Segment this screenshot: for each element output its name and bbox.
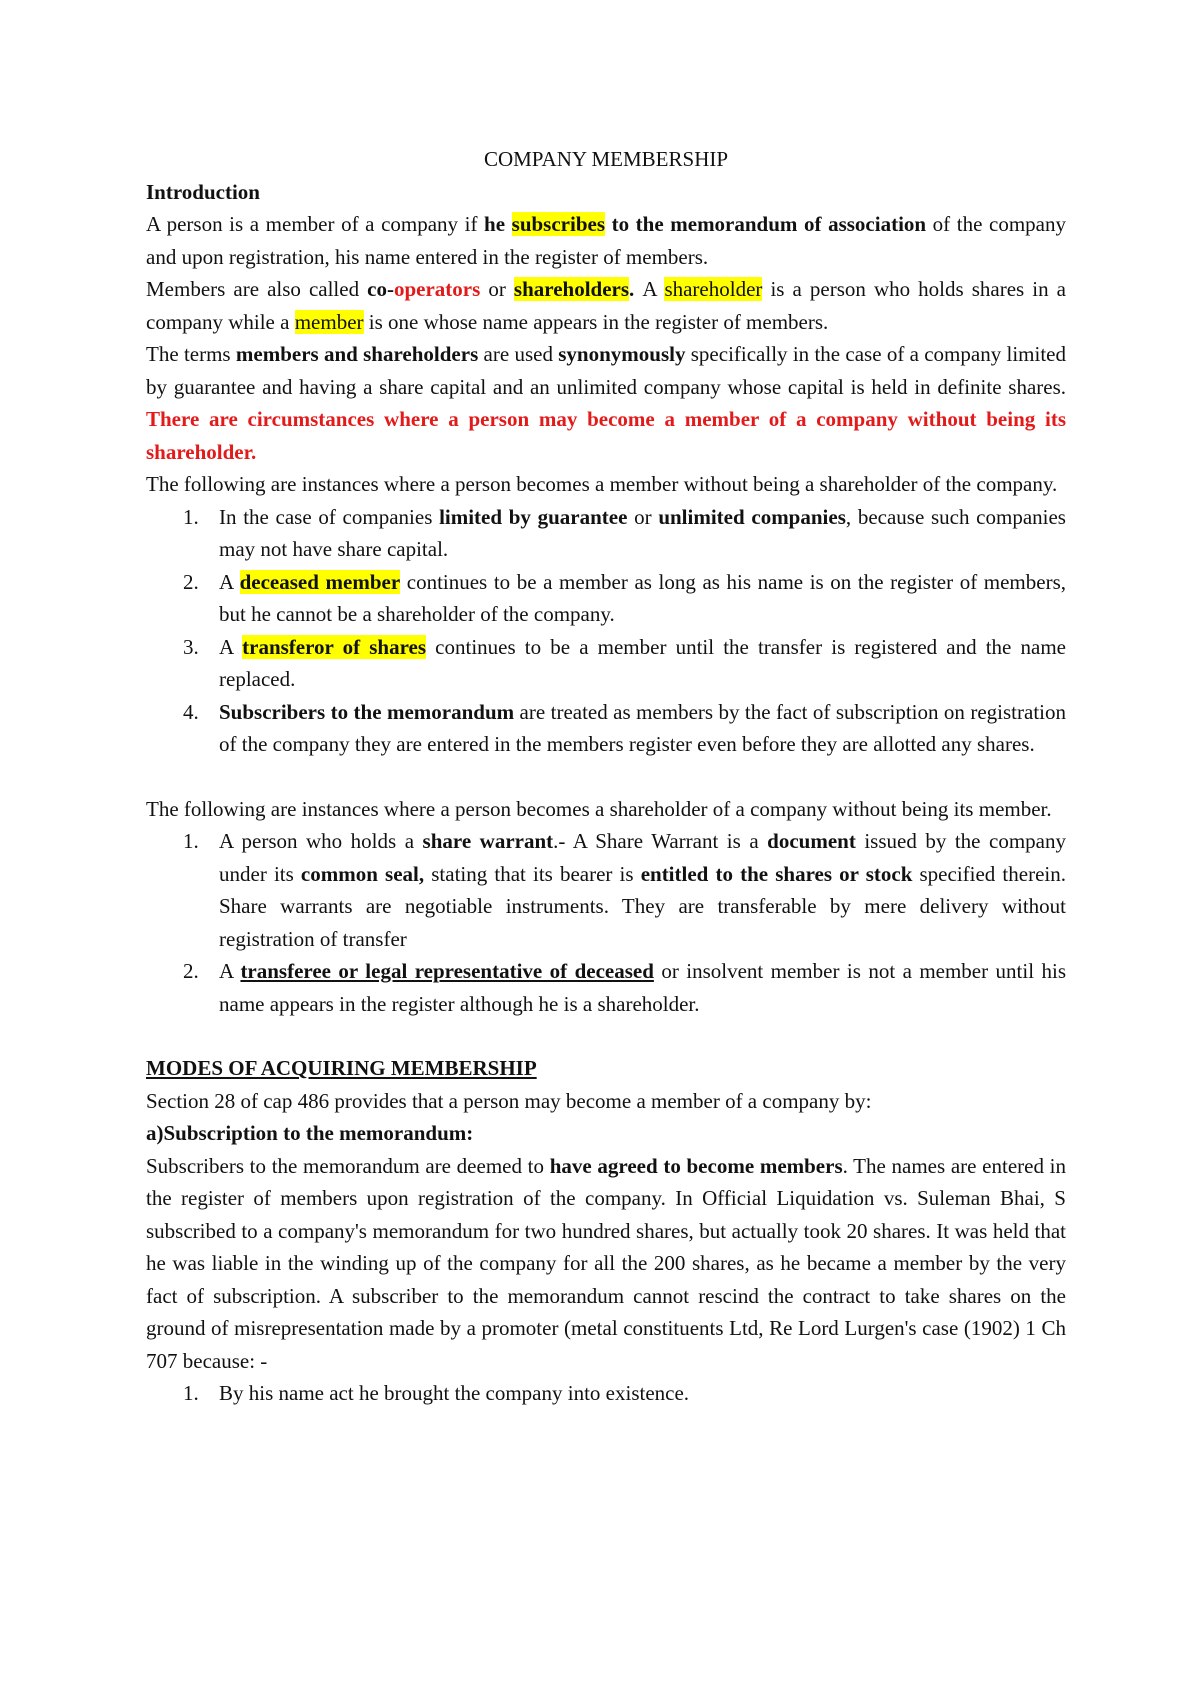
red-term-operators: operators	[393, 277, 481, 301]
list-number: 4.	[183, 699, 199, 724]
paragraph-spacer	[146, 761, 1066, 793]
text-run: stating that its bearer is	[424, 861, 641, 886]
bold-run: have agreed to become members	[549, 1153, 843, 1178]
paragraph-members-shareholders	[146, 273, 1066, 338]
list-number: 1.	[183, 504, 199, 529]
bold-run: synonymously	[558, 342, 686, 366]
highlighted-term-shareholder: shareholder	[664, 277, 763, 301]
text-run: , because such companies may not have share capital.	[219, 504, 1066, 561]
text-run: are treated as members by the fact of subscription on registration of the company they are entered in the members register even before they are allotted any shares.	[219, 699, 1066, 756]
list-number: 1.	[183, 1381, 199, 1405]
shareholder-without-membership-list	[146, 825, 1066, 1020]
text-run: A person is a member of a company if	[146, 212, 485, 236]
text-run: or insolvent member is not a member until his name appears in the register although he is a shareholder.	[219, 959, 1066, 1016]
highlighted-term-shareholders: shareholders	[513, 277, 630, 301]
highlighted-term-transferor: transferor of shares	[242, 634, 427, 659]
bold-run: .	[629, 277, 643, 301]
paragraph-spacer	[146, 1020, 1066, 1052]
text-run: A	[642, 277, 665, 301]
bold-run: common seal,	[300, 861, 425, 886]
underlined-term-transferee: transferee or legal representative of deceased	[240, 959, 654, 983]
modes-heading	[146, 1052, 1066, 1085]
paragraph-shareholder-instances-intro: The following are instances where a person becomes a shareholder of a company without being its member.	[146, 796, 1052, 821]
text-run: or	[480, 277, 514, 301]
highlighted-term-member: member	[294, 309, 364, 334]
text-run: A	[219, 569, 240, 594]
text-run: specified therein. Share warrants are negotiable instruments. They are transferable by mere delivery without registration of transfer	[219, 861, 1066, 951]
highlighted-term-subscribes: subscribes	[511, 212, 605, 236]
list-item	[146, 825, 1066, 955]
text-run: .- A Share Warrant is a	[553, 829, 768, 853]
list-number: 2.	[183, 569, 199, 594]
text-run: . The names are entered in the register of members upon registration of the company. In Official Liquidation vs. Suleman Bhai, S subscribed to a company's memorandum for two hundred shares, but actually took 20 shares. It was held that he was liable in the winding up of the company for all the 200 shares, as he became a member by the very fact of subscription. A subscriber to the memorandum cannot rescind the contract to take shares on the ground of misrepresentation made by a promoter (metal constituents Ltd, Re Lord Lurgen's case (1902) 1 Ch 707 because: -	[146, 1153, 1066, 1373]
paragraph-section-28: Section 28 of cap 486 provides that a person may become a member of a company by:	[146, 1088, 872, 1113]
red-emphasis-sentence: There are circumstances where a person may become a member of a company without being its shareholder.	[146, 407, 1066, 464]
page-title: COMPANY MEMBERSHIP	[483, 147, 729, 171]
text-run: By his name act he brought the company into existence.	[219, 1381, 690, 1405]
reasons-list	[146, 1377, 1066, 1410]
text-run: In the case of companies	[219, 504, 440, 529]
text-run: or	[627, 504, 659, 529]
modes-heading-text: MODES OF ACQUIRING MEMBERSHIP	[146, 1056, 537, 1080]
bold-run: limited by guarantee	[439, 504, 628, 529]
intro-heading-text: Introduction	[146, 179, 260, 204]
text-run: A	[219, 634, 243, 659]
document-body	[146, 143, 1066, 1410]
list-item	[146, 501, 1066, 566]
text-run: is a person who holds shares in a company while a	[146, 277, 1067, 334]
text-run: A person who holds a	[219, 829, 423, 853]
bold-run: to the memorandum of association	[605, 212, 927, 236]
list-item	[146, 631, 1066, 696]
paragraph-subscribers	[146, 1150, 1066, 1378]
bold-run: Subscribers to the memorandum	[219, 699, 515, 724]
text-run: is one whose name appears in the register of members.	[363, 309, 829, 334]
list-item	[146, 696, 1066, 761]
bold-run: share warrant	[422, 829, 554, 853]
text-run: issued by the company under its	[219, 829, 1066, 886]
list-number: 1.	[183, 829, 199, 853]
member-without-shares-list	[146, 501, 1066, 761]
list-item	[146, 1377, 1066, 1410]
text-run: of the company and upon registration, his name entered in the register of members.	[146, 212, 1066, 269]
highlighted-term-deceased-member: deceased member	[239, 569, 401, 594]
list-number: 3.	[183, 634, 199, 659]
list-item	[146, 955, 1066, 1020]
text-run: are used	[478, 342, 559, 366]
text-run: specifically in the case of a company limited by guarantee and having a share capital and an unlimited company whose capital is held in definite shares.	[146, 342, 1066, 399]
text-run: continues to be a member as long as his name is on the register of members, but he cannot be a shareholder of the company.	[219, 569, 1067, 626]
text-run: Members are also called	[146, 277, 368, 301]
text-run: The terms	[146, 342, 236, 366]
bold-run: he	[484, 212, 512, 236]
paragraph-synonymous-terms	[146, 338, 1066, 468]
bold-run: entitled to the shares or stock	[640, 861, 913, 886]
text-run: continues to be a member until the transfer is registered and the name replaced.	[219, 634, 1066, 691]
subheading-subscription	[146, 1117, 1066, 1150]
list-item	[146, 566, 1066, 631]
bold-run: unlimited companies	[658, 504, 846, 529]
list-number: 2.	[183, 959, 199, 983]
subheading-subscription-text: a)Subscription to the memorandum:	[146, 1121, 474, 1145]
text-run: Subscribers to the memorandum are deemed to	[146, 1153, 550, 1178]
bold-run: document	[767, 829, 856, 853]
paragraph-membership-definition	[146, 208, 1066, 273]
bold-run: co-	[367, 277, 394, 301]
text-run: A	[219, 959, 241, 983]
paragraph-member-instances-intro: The following are instances where a person becomes a member without being a shareholder of the company.	[146, 472, 1058, 496]
bold-run: members and shareholders	[235, 342, 479, 366]
intro-heading	[146, 176, 1066, 209]
